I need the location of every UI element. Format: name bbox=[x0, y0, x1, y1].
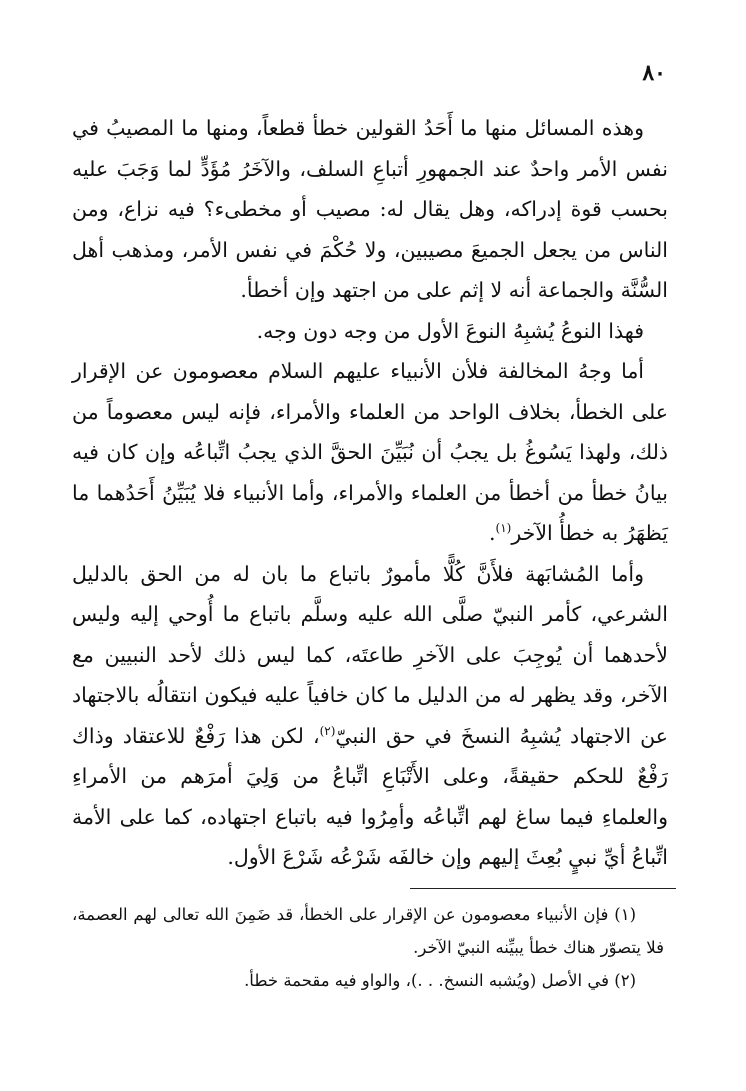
paragraph-1: وهذه المسائل منها ما أَحَدُ القولين خطأ قطعاً، ومنها ما المصيبُ في نفس الأمر واحدٌ عند الجمهورِ أتباعِ السلف، والآخَرُ مُؤَدٍّ لما وَجَبَ عليه بحسب قوة إدراكه، وهل يقال له: مصيب أو مخطىء؟ فيه نزاع، ومن الناس من يجعل الجميعَ مصيبين، ولا حُكْمَ في نفس الأمر، ومذهب أهل السُّنَّة والجماعة أنه لا إثم على من اجتهد وإن أخطأ. bbox=[72, 116, 668, 302]
footnotes bbox=[72, 898, 664, 997]
footnote-1: (١) فإن الأنبياء معصومون عن الإقرار على الخطأ، قد ضَمِنَ الله تعالى لهم العصمة، فلا يتصوّر هناك خطأ يبيِّنه النبيّ الآخر. bbox=[72, 905, 664, 957]
paragraph-4-continued: ، لكن هذا رَفْعٌ للاعتقاد وذاك رَفْعٌ للحكم حقيقةً، وعلى الأَتْبَاعِ اتِّباعُ من وَلِيَ أمرَهم من الأمراءِ والعلماءِ فيما ساغ لهم اتِّباعُه وأمِرُوا فيه باتباع اجتهاده، كما على الأمة اتِّباعُ أيِّ نبيٍ بُعِثَ إليهم وإن خالفَه شَرْعُه شَرْعَ الأول. bbox=[72, 723, 668, 869]
footnote-ref-1: (١) bbox=[495, 521, 512, 536]
paragraph-3 bbox=[72, 351, 668, 554]
paragraph-3-end: . bbox=[489, 521, 496, 545]
footnote-2: (٢) في الأصل (ويُشبه النسخ. . .)، والواو فيه مقحمة خطأ. bbox=[244, 971, 636, 990]
paragraph-4 bbox=[72, 554, 668, 878]
paragraph-3-text: أما وجهُ المخالفة فلأن الأنبياء عليهم السلام معصومون عن الإقرار على الخطأ، بخلاف الواحد من العلماء والأمراء، فإنه ليس معصوماً من ذلك، ولهذا يَسُوغُ بل يجبُ أن نُبَيِّنَ الحقَّ الذي يجبُ اتِّباعُه وإن كان فيه بيانُ خطأ من أخطأ من العلماء والأمراء، وأما الأنبياء فلا يُبَيِّنُ أَحَدُهما ما يَظهَرُ به خطأُ الآخر bbox=[72, 359, 668, 545]
paragraph-2: فهذا النوعُ يُشبِهُ النوعَ الأول من وجه دون وجه. bbox=[256, 318, 644, 343]
page-number: ٨٠ bbox=[642, 60, 666, 86]
footnote-ref-2: (٢) bbox=[319, 723, 336, 738]
paragraph-4-text: وأما المُشابَهة فلأَنَّ كُلًّا مأمورٌ باتباع ما بان له من الحق بالدليل الشرعي، كأمر النبيّ صلَّى الله عليه وسلَّم باتباع ما أُوحي إليه وليس لأحدهما أن يُوجِبَ على الآخرِ طاعتَه، كما ليس ذلك لأحد النبيين مع الآخر، وقد يظهر له من الدليل ما كان خافياً عليه فيكون انتقالُه بالاجتهاد عن الاجتهاد يُشبِهُ النسخَ في حق النبيّ bbox=[72, 561, 668, 748]
footnote-divider bbox=[410, 888, 676, 889]
main-text bbox=[72, 108, 668, 878]
